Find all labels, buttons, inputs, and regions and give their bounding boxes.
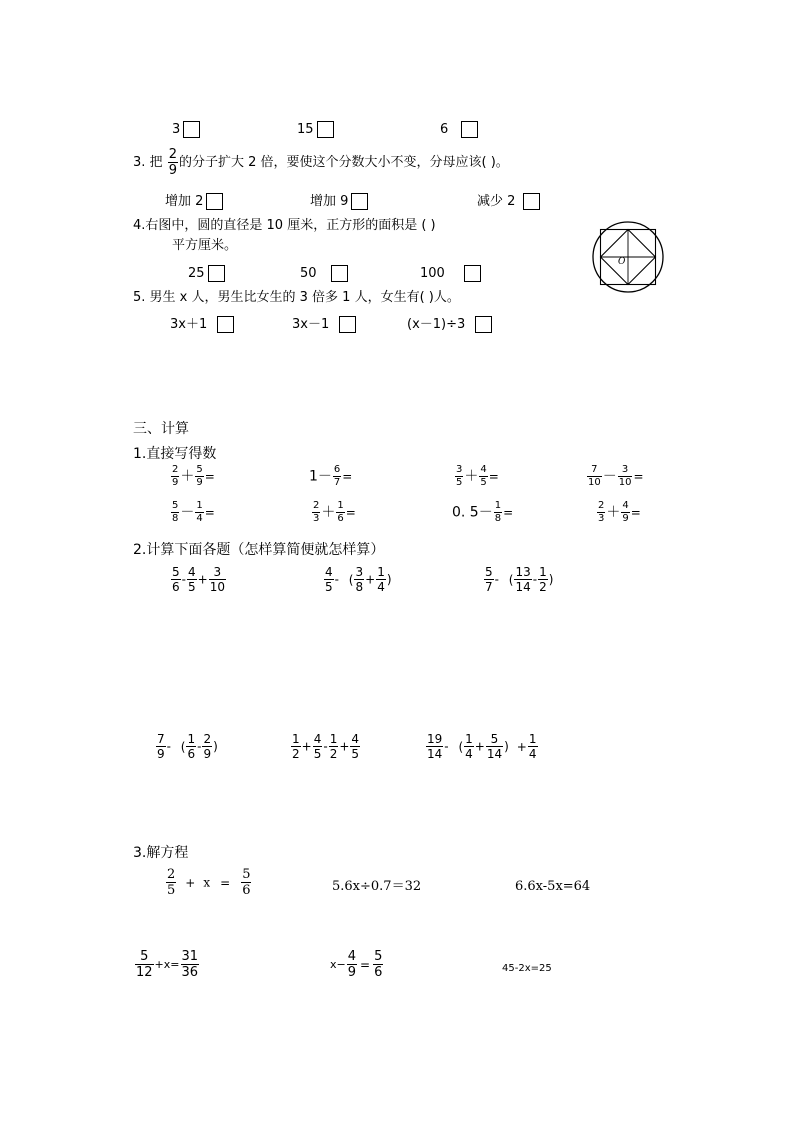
q4-checkbox-1[interactable] — [208, 265, 225, 282]
circle-square-figure — [590, 219, 666, 295]
calc-2-3: 0. 5－ $\frac{1}{8}$ = — [452, 500, 514, 524]
q4-option-1: 25 — [188, 265, 225, 282]
q2-checkbox-1[interactable] — [183, 121, 200, 138]
sub3-title: 3.解方程 — [133, 845, 189, 861]
section3-title: 三、计算 — [133, 421, 189, 437]
simplify-1: $\frac{5}{6}$ - $\frac{4}{5}$ + $\frac{3}{10}$ — [172, 565, 225, 594]
calc-1-3: $\frac{3}{5}$ ＋ $\frac{4}{5}$ = — [456, 464, 499, 488]
center-label: O — [618, 257, 626, 267]
equation-3: 6.6x-5x=64 — [515, 879, 591, 894]
q2-option-3: 6 — [440, 121, 478, 138]
q4-checkbox-2[interactable] — [331, 265, 348, 282]
q4-stem: 4.右图中，圆的直径是 10 厘米，正方形的面积是 ( ) — [133, 218, 436, 233]
q3-checkbox-2[interactable] — [351, 193, 368, 210]
calc-2-2: $\frac{2}{3}$ ＋ $\frac{1}{6}$ = — [313, 500, 356, 524]
q3-stem — [133, 148, 509, 177]
calc-2-1: $\frac{5}{8}$ － $\frac{1}{4}$ = — [172, 500, 215, 524]
q2-option-2: 15 — [297, 121, 334, 138]
q5-stem: 5. 男生 x 人，男生比女生的 3 倍多 1 人，女生有( )人。 — [133, 290, 460, 305]
q2-option-1: 3 — [172, 121, 200, 138]
calc-1-2: 1－ $\frac{6}{7}$ = — [309, 464, 353, 488]
q3-option-2: 增加 9 — [310, 193, 368, 210]
sub1-title: 1.直接写得数 — [133, 446, 217, 462]
equation-4: $\frac{5}{12}$ +x= $\frac{31}{36}$ — [136, 949, 199, 980]
simplify-3: $\frac{5}{7}$ - ( $\frac{13}{14}$ - $\frac{1}{2}$ ) — [485, 565, 554, 594]
q2-checkbox-2[interactable] — [317, 121, 334, 138]
q3-option-3: 减少 2 — [477, 193, 540, 210]
simplify-5: $\frac{1}{2}$ + $\frac{4}{5}$ - $\frac{1}{2}$ + $\frac{4}{5}$ — [292, 732, 360, 761]
q3-prefix: 3. 把 — [133, 155, 163, 170]
q4-checkbox-3[interactable] — [464, 265, 481, 282]
calc-1-4: $\frac{7}{10}$ － $\frac{3}{10}$ = — [588, 464, 644, 488]
q5-checkbox-2[interactable] — [339, 316, 356, 333]
q3-checkbox-3[interactable] — [523, 193, 540, 210]
simplify-6: $\frac{19}{14}$ - ( $\frac{1}{4}$ + $\frac{5}{14}$ ) + $\frac{1}{4}$ — [427, 732, 537, 761]
equation-5: x− $\frac{4}{9}$ = $\frac{5}{6}$ — [330, 949, 383, 980]
q4-option-3: 100 — [420, 265, 481, 282]
q4-stem-line2: 平方厘米。 — [172, 238, 238, 253]
simplify-4: $\frac{7}{9}$ - ( $\frac{1}{6}$ - $\frac{2}{9}$ ) — [157, 732, 218, 761]
q3-option-1: 增加 2 — [165, 193, 223, 210]
q4-option-2: 50 — [300, 265, 348, 282]
q2-checkbox-3[interactable] — [461, 121, 478, 138]
q5-checkbox-3[interactable] — [475, 316, 492, 333]
q5-option-2: 3x－1 — [292, 316, 356, 333]
calc-2-4: $\frac{2}{3}$ ＋ $\frac{4}{9}$ = — [598, 500, 641, 524]
q5-checkbox-1[interactable] — [217, 316, 234, 333]
equation-1: $\frac{2}{5}$ + x = $\frac{5}{6}$ — [167, 867, 251, 898]
q5-option-1: 3x＋1 — [170, 316, 234, 333]
q3-checkbox-1[interactable] — [206, 193, 223, 210]
sub2-title: 2.计算下面各题（怎样算简便就怎样算） — [133, 542, 385, 558]
q3-fraction: $\frac{2}{9}$ — [168, 147, 177, 178]
q3-text: 的分子扩大 2 倍，要使这个分数大小不变，分母应该( )。 — [178, 155, 509, 170]
equation-6: 45-2x=25 — [502, 963, 552, 974]
q5-option-3: (x－1)÷3 — [407, 316, 492, 333]
equation-2: 5.6x÷0.7＝32 — [332, 879, 422, 894]
simplify-2: $\frac{4}{5}$ - ( $\frac{3}{8}$ + $\frac{1}{4}$ ) — [325, 565, 392, 594]
calc-1-1: $\frac{2}{9}$ ＋ $\frac{5}{9}$ = — [172, 464, 215, 488]
